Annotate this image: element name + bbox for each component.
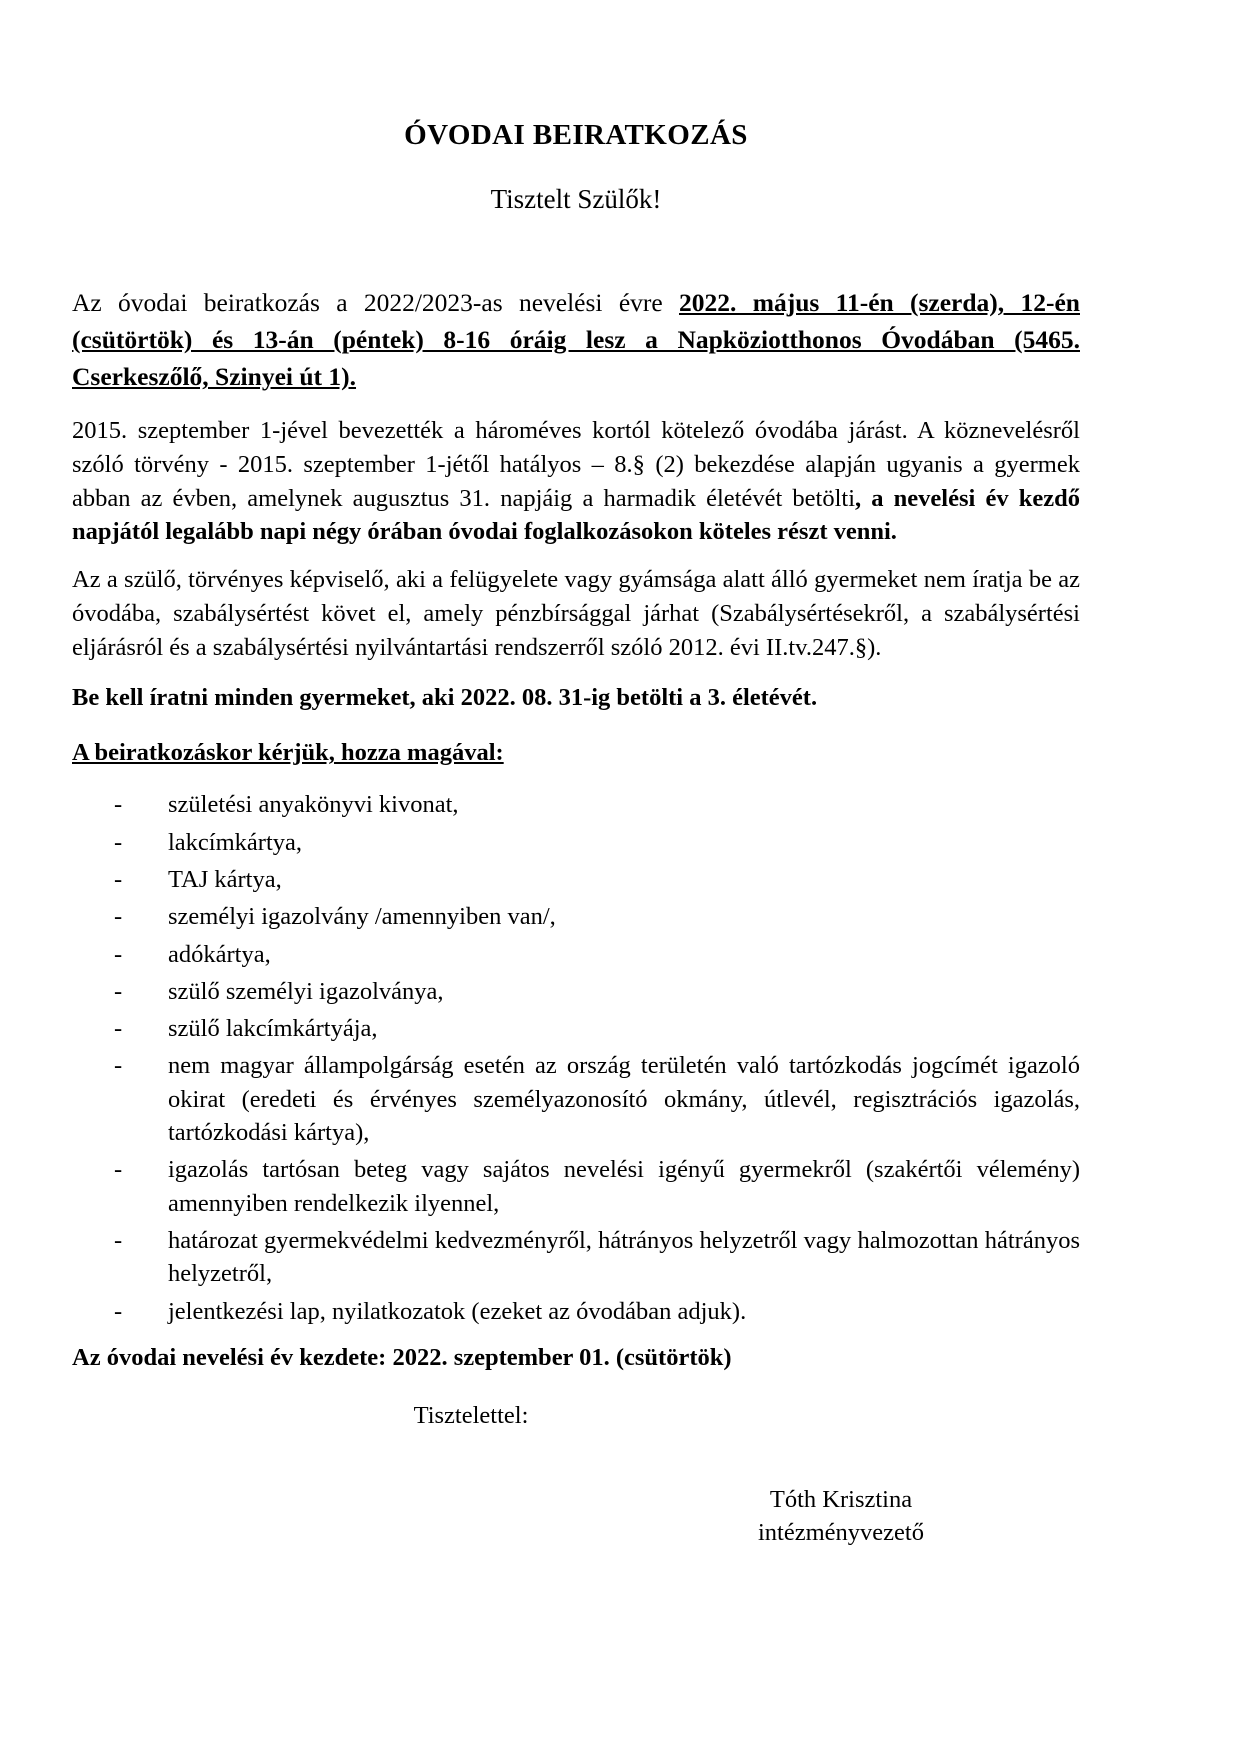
mandatory-enrollment-statement: Be kell íratni minden gyermeket, aki 2022. 08. 31-ig betölti a 3. életévét. (72, 683, 818, 711)
list-item (114, 863, 1080, 896)
school-year-start-date: Az óvodai nevelési év kezdete: 2022. szeptember 01. (csütörtök) (72, 1343, 732, 1371)
list-item (114, 975, 1080, 1008)
list-item (114, 900, 1080, 933)
lead-emphasis-text: 2022. május 11-én (szerda), 12-én (csütörtök) és 13-án (péntek) 8-16 óráig lesz a Napköziotthonos Óvodában (5465. Cserkeszőlő, Szinyei út 1). (72, 288, 1080, 392)
legal-background-bold: , a nevelési év kezdő napjától legalább napi négy órában óvodai foglalkozásokon köteles részt venni. (72, 484, 1080, 546)
bullet-dash-icon: - (114, 865, 123, 893)
list-item-label: határozat gyermekvédelmi kedvezményről, hátrányos helyzetről vagy halmozottan hátrányos helyzetről, (168, 1227, 1080, 1288)
bullet-dash-icon: - (114, 828, 123, 856)
list-item (114, 788, 1080, 821)
required-documents-list (72, 788, 1080, 1328)
bullet-dash-icon: - (114, 903, 123, 931)
bullet-dash-icon: - (114, 791, 123, 819)
list-item-label: születési anyakönyvi kivonat, (168, 791, 459, 819)
signature-name: Tóth Krisztina (769, 1485, 913, 1513)
list-item (114, 1012, 1080, 1045)
spacer (72, 215, 1080, 285)
closing-regards: Tisztelettel: (413, 1401, 529, 1429)
legal-background-paragraph (72, 414, 1080, 549)
list-item-label: TAJ kártya, (168, 865, 282, 893)
list-item (114, 938, 1080, 971)
enrollment-lead-paragraph (72, 285, 1080, 396)
required-documents-heading-text: A beiratkozáskor kérjük, hozza magával: (72, 739, 504, 767)
list-item (114, 1295, 1080, 1328)
list-item-label: szülő személyi igazolványa, (168, 977, 444, 1005)
lead-normal-text: Az óvodai beiratkozás a 2022/2023-as nevelési évre (72, 288, 680, 318)
page-title: ÓVODAI BEIRATKOZÁS (404, 119, 748, 151)
bullet-dash-icon: - (114, 1297, 123, 1325)
salutation: Tisztelt Szülők! (490, 183, 662, 214)
list-item-label: nem magyar állampolgárság esetén az ország területén való tartózkodás jogcímét igazoló okirat (eredeti és érvényes személyazonosító okmány, útlevél, regisztrációs igazolás, tartózkodási kártya), (168, 1052, 1080, 1147)
list-item-label: jelentkezési lap, nyilatkozatok (ezeket az óvodában adjuk). (168, 1297, 747, 1325)
bullet-dash-icon: - (114, 1015, 123, 1043)
list-item (114, 1049, 1080, 1149)
list-item-label: lakcímkártya, (168, 828, 303, 856)
list-item (114, 1224, 1080, 1291)
bullet-dash-icon: - (114, 1227, 123, 1255)
list-item-label: igazolás tartósan beteg vagy sajátos nevelési igényű gyermekről (szakértői vélemény) amennyiben rendelkezik ilyennel, (168, 1156, 1080, 1217)
signature-role: intézményvezető (758, 1518, 924, 1546)
list-item-label: szülő lakcímkártyája, (168, 1015, 378, 1043)
list-item (114, 826, 1080, 859)
bullet-dash-icon: - (114, 977, 123, 1005)
list-item-label: személyi igazolvány /amennyiben van/, (168, 903, 556, 931)
penalty-paragraph: Az a szülő, törvényes képviselő, aki a felügyelete vagy gyámsága alatt álló gyermeket nem íratja be az óvodába, szabálysértést követ el, amely pénzbírsággal járhat (Szabálysértésekről, a szabálysértési eljárásról és a szabálysértési nyilvántartási rendszerről szóló 2012. évi II.tv.247.§). (72, 566, 1080, 661)
signature-block (72, 1484, 1080, 1550)
bullet-dash-icon: - (114, 940, 123, 968)
required-documents-heading (72, 736, 1080, 770)
list-item (114, 1153, 1080, 1220)
bullet-dash-icon: - (114, 1156, 123, 1184)
list-item-label: adókártya, (168, 940, 271, 968)
bullet-dash-icon: - (114, 1052, 123, 1080)
legal-background-normal: 2015. szeptember 1-jével bevezették a hároméves kortól kötelező óvodába járást. A köznevelésről szóló törvény - 2015. szeptember 1-jétől hatályos – 8.§ (2) bekezdése alapján ugyanis a gyermek abban az évben, amelynek augusztus 31. napjáig a harmadik életévét betölti (72, 417, 1080, 512)
